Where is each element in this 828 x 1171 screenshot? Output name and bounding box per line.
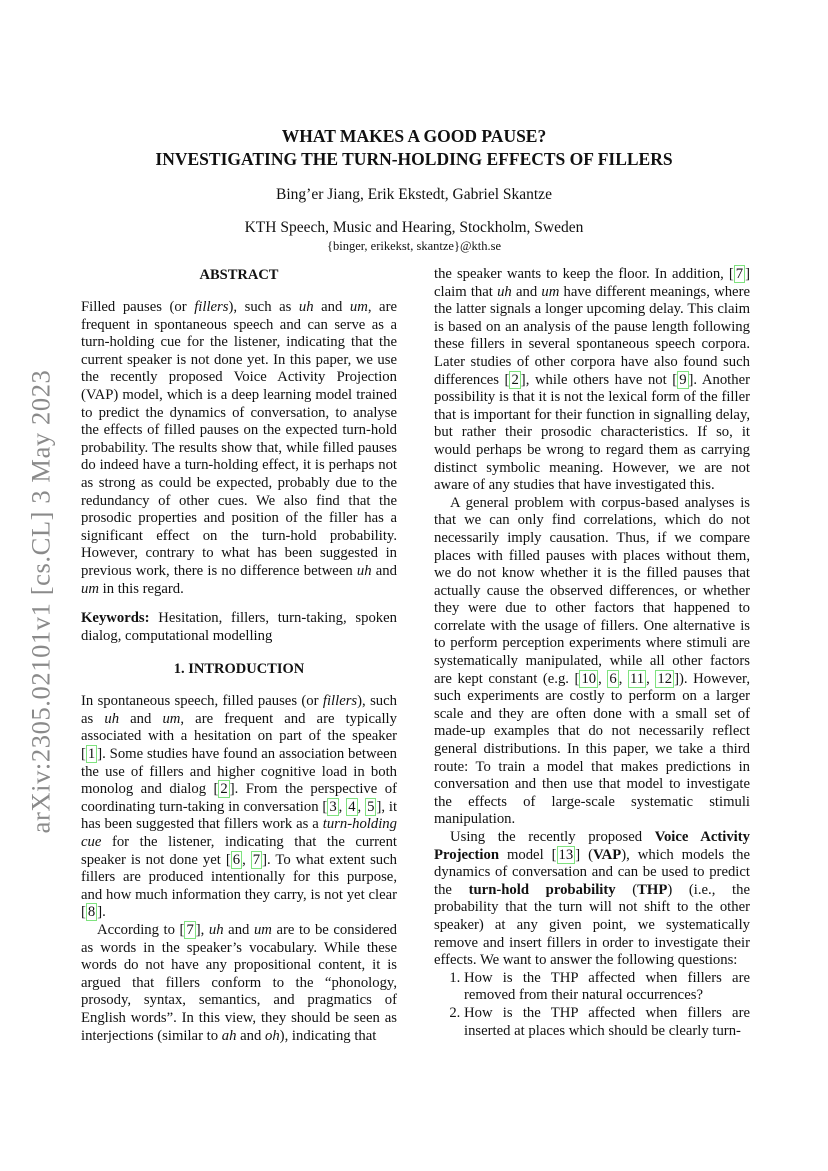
intro-paragraph-4: A general problem with corpus-based analyses is that we can only find correlations, which do not necessarily imply causation. Thus, if we compare places with filled pauses with places without them, we do not know whether it is the filled pauses that actually cause the observed differences, or whether they were due to other factors that happened to correlate with the usage of fillers. One alternative is to perform perception experiments where stimuli are systematically manipulated, while all other factors are kept constant (e.g. [ 10 , 6 , 11 , 12 ]). However, such experiments are costly to perform on a larger scale and they are often done with a small set of made-up examples that do not necessarily reflect general distributions. In this paper, we take a third route: To train a model that makes predictions in conversation and then use that model to investigate the effects of large-scale systematic stimuli manipulation. (434, 494, 751, 828)
citation-link[interactable]: 11 (629, 670, 645, 687)
affiliation: KTH Speech, Music and Hearing, Stockholm, Sweden (244, 219, 584, 236)
citation-link[interactable]: 8 (87, 904, 96, 921)
citation-link[interactable]: 4 (348, 798, 356, 815)
paper-title-line-2: INVESTIGATING THE TURN-HOLDING EFFECTS OF FILLERS (155, 149, 673, 169)
citation-link[interactable]: 1 (87, 746, 96, 763)
citation-link[interactable]: 13 (558, 846, 574, 863)
left-column (81, 266, 397, 1045)
citation-link[interactable]: 7 (735, 266, 744, 282)
citation-link[interactable]: 3 (329, 798, 337, 815)
keywords-label: Keywords: (81, 610, 150, 627)
citation-link[interactable]: 6 (232, 851, 241, 868)
intro-paragraph-3: the speaker wants to keep the floor. In addition, [ 7 ] claim that uh and um have different meanings, where the latter signals a longer upcoming delay. This claim is based on an analysis of the pause length following these fillers in several spontaneous speech corpora. Later studies of other corpora have also found such differences [ 2 ], while others have not [ 9 ]. Another possibility is that it is not the lexical form of the filler that is important for their function in signalling delay, but rather their prosodic characteristics. If so, it would perhaps be wrong to regard them as carrying distinct symbolic meaning. However, we are not aware of any studies that have investigated this. (434, 266, 750, 494)
author-emails: {binger, erikekst, skantze}@kth.se (326, 239, 501, 253)
abstract-text: Filled pauses (or fillers), such as uh and um, are frequent in spontaneous speech and can serve as a turn-holding cue for the listener, indicating that the current speaker is not done yet. In this paper, we use the recently proposed Voice Activity Projection (VAP) model, which is a deep learning model trained to predict the dynamics of conversation, to analyse the effects of filled pauses on the expected turn-hold probability. The results show that, while filled pauses do indeed have a turn-holding effect, it is perhaps not as strong as could be expected, probably due to the redundancy of other cues. We also find that the prosodic properties and position of the filler has a significant effect on the turn-hold probability. However, contrary to what has been suggested in previous work, there is no difference between uh and um in this regard. (81, 299, 397, 597)
citation-link[interactable]: 9 (679, 371, 687, 388)
arxiv-watermark (20, 362, 62, 840)
research-questions-list (434, 970, 750, 1040)
citation-link[interactable]: 12 (657, 670, 673, 687)
citation-link[interactable]: 10 (581, 670, 597, 687)
citation-link[interactable]: 2 (220, 781, 228, 798)
right-column (434, 266, 750, 1040)
citation-link[interactable]: 2 (511, 371, 519, 388)
keywords-text: Hesitation, fillers, turn-taking, spoken dialog, computational modelling (81, 610, 397, 644)
keywords (81, 610, 397, 645)
citation-link[interactable]: 7 (252, 851, 261, 868)
intro-paragraph-1: In spontaneous speech, filled pauses (or fillers), such as uh and um, are frequent and are typically associated with a hesitation on part of the speaker [ 1 ]. Some studies have found an association between the use of fillers and higher cognitive load in both monolog and dialog [ 2 ]. From the perspective of coordinating turn-taking in conversation [ 3 , 4 , 5 ], it has been suggested that fillers work as a turn-holding cue for the listener, indicating that the current speaker is not done yet [ 6 , 7 ]. To what extent such fillers are produced intentionally for this purpose, and how much information they carry, is not yet clear [ 8 ]. (81, 693, 398, 921)
abstract-heading: ABSTRACT (199, 267, 279, 283)
intro-paragraph-5: Using the recently proposed Voice Activity Projection model [ 13 ] (VAP), which models the dynamics of conversation and can be used to predict the turn-hold probability (THP) (i.e., the probability that the turn will not shift to the other speaker) at any given point, we systematically remove and insert fillers in order to investigate their effects. We want to answer the following questions: (434, 829, 750, 969)
citation-link[interactable]: 7 (186, 922, 194, 938)
intro-paragraph-2: According to [ 7 ], uh and um are to be considered as words in the speaker’s vocabulary. While these words do not have any propositional content, it is argued that fillers conform to the “phonology, prosody, syntax, semantics, and pragmatics of English words”. In this view, they should be seen as interjections (similar to ah and oh), indicating that (81, 922, 397, 1044)
citation-link[interactable]: 6 (609, 670, 617, 687)
paper-title-line-1: WHAT MAKES A GOOD PAUSE? (281, 126, 547, 146)
research-question-2: 2. How is the THP affected when fillers are inserted at places which should be clearly turn- (464, 1005, 750, 1040)
authors: Bing’er Jiang, Erik Ekstedt, Gabriel Skantze (276, 186, 552, 203)
introduction-heading: 1. INTRODUCTION (173, 661, 305, 678)
citation-link[interactable]: 5 (367, 798, 375, 815)
arxiv-id: arXiv:2305.02101v1 [cs.CL] 3 May 2023 (25, 369, 56, 833)
research-question-1: 1. How is the THP affected when fillers are removed from their natural occurrences? (464, 970, 750, 1005)
